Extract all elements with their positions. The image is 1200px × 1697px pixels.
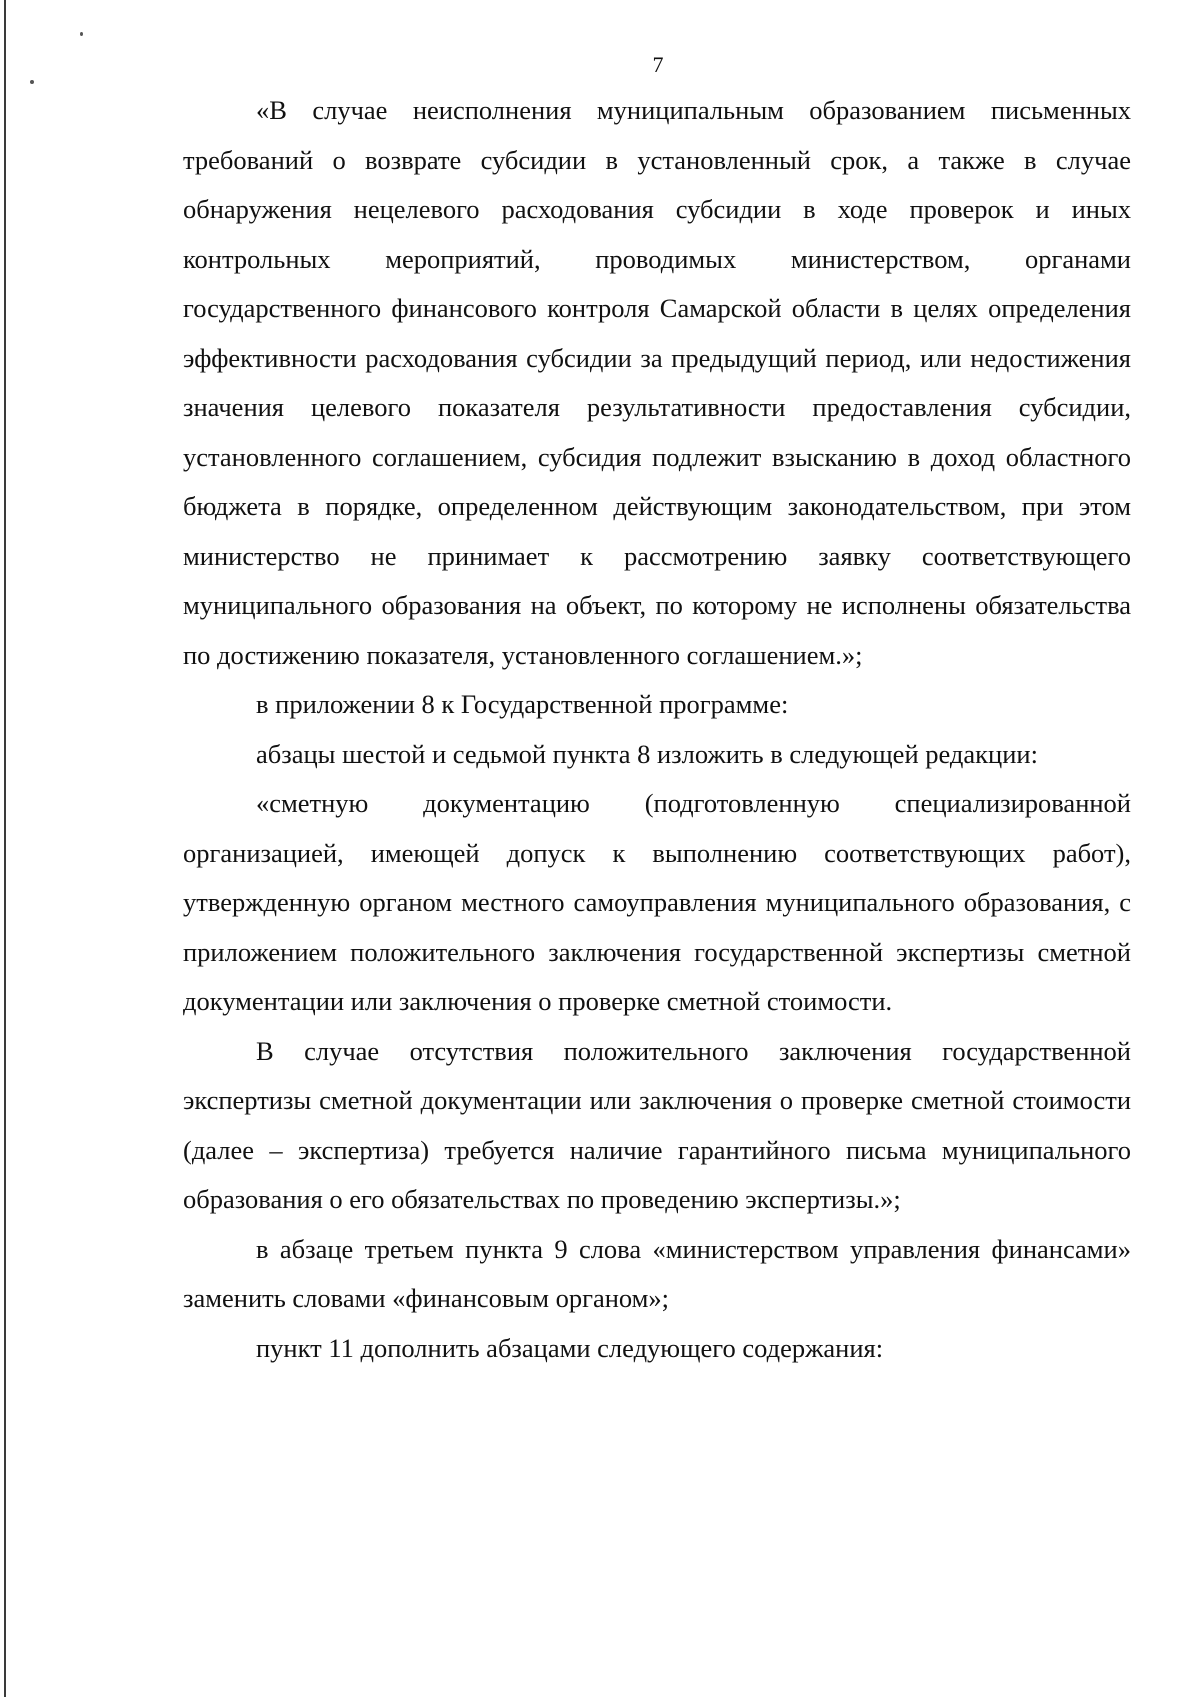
paragraph-expertise-guarantee: В случае отсутствия положительного заключения государственной экспертизы сметной документации или заключения о проверке сметной стоимости (далее – экспертиза) требуется наличие гарантийного письма муниципального образования о его обязательствах по проведению экспертизы.»; (183, 1035, 1131, 1214)
paragraph-clause-11-addition: пункт 11 дополнить абзацами следующего содержания: (256, 1332, 884, 1363)
paragraph-estimate-documentation: «сметную документацию (подготовленную специализированной организацией, имеющей допуск к выполнению соответствующих работ), утвержденную органом местного самоуправления муниципального образования, с приложением положительного заключения государственной экспертизы сметной документации или заключения о проверке сметной стоимости. (183, 788, 1131, 1016)
scan-speck (30, 80, 34, 84)
paragraph-clause-9-amendment: в абзаце третьем пункта 9 слова «министерством управления финансами» заменить словами «финансовым органом»; (183, 1233, 1131, 1313)
paragraph-clause-8-amendment: абзацы шестой и седьмой пункта 8 изложить в следующей редакции: (256, 738, 1038, 769)
document-body (183, 86, 1131, 1373)
scan-speck (80, 32, 83, 36)
page-number: 7 (652, 52, 664, 77)
paragraph-subsidy-recovery: «В случае неисполнения муниципальным образованием письменных требований о возврате субсидии в установленный срок, а также в случае обнаружения нецелевого расходования субсидии в ходе проверок и иных контрольных мероприятий, проводимых министерством, органами государственного финансового контроля Самарской области в целях определения эффективности расходования субсидии за предыдущий период, или недостижения значения целевого показателя результативности предоставления субсидии, установленного соглашением, субсидия подлежит взысканию в доход областного бюджета в порядке, определенном действующим законодательством, при этом министерство не принимает к рассмотрению заявку соответствующего муниципального образования на объект, по которому не исполнены обязательства по достижению показателя, установленного соглашением.»; (183, 95, 1131, 670)
paragraph-appendix-8: в приложении 8 к Государственной программе: (256, 689, 789, 719)
scan-edge (4, 0, 6, 1697)
